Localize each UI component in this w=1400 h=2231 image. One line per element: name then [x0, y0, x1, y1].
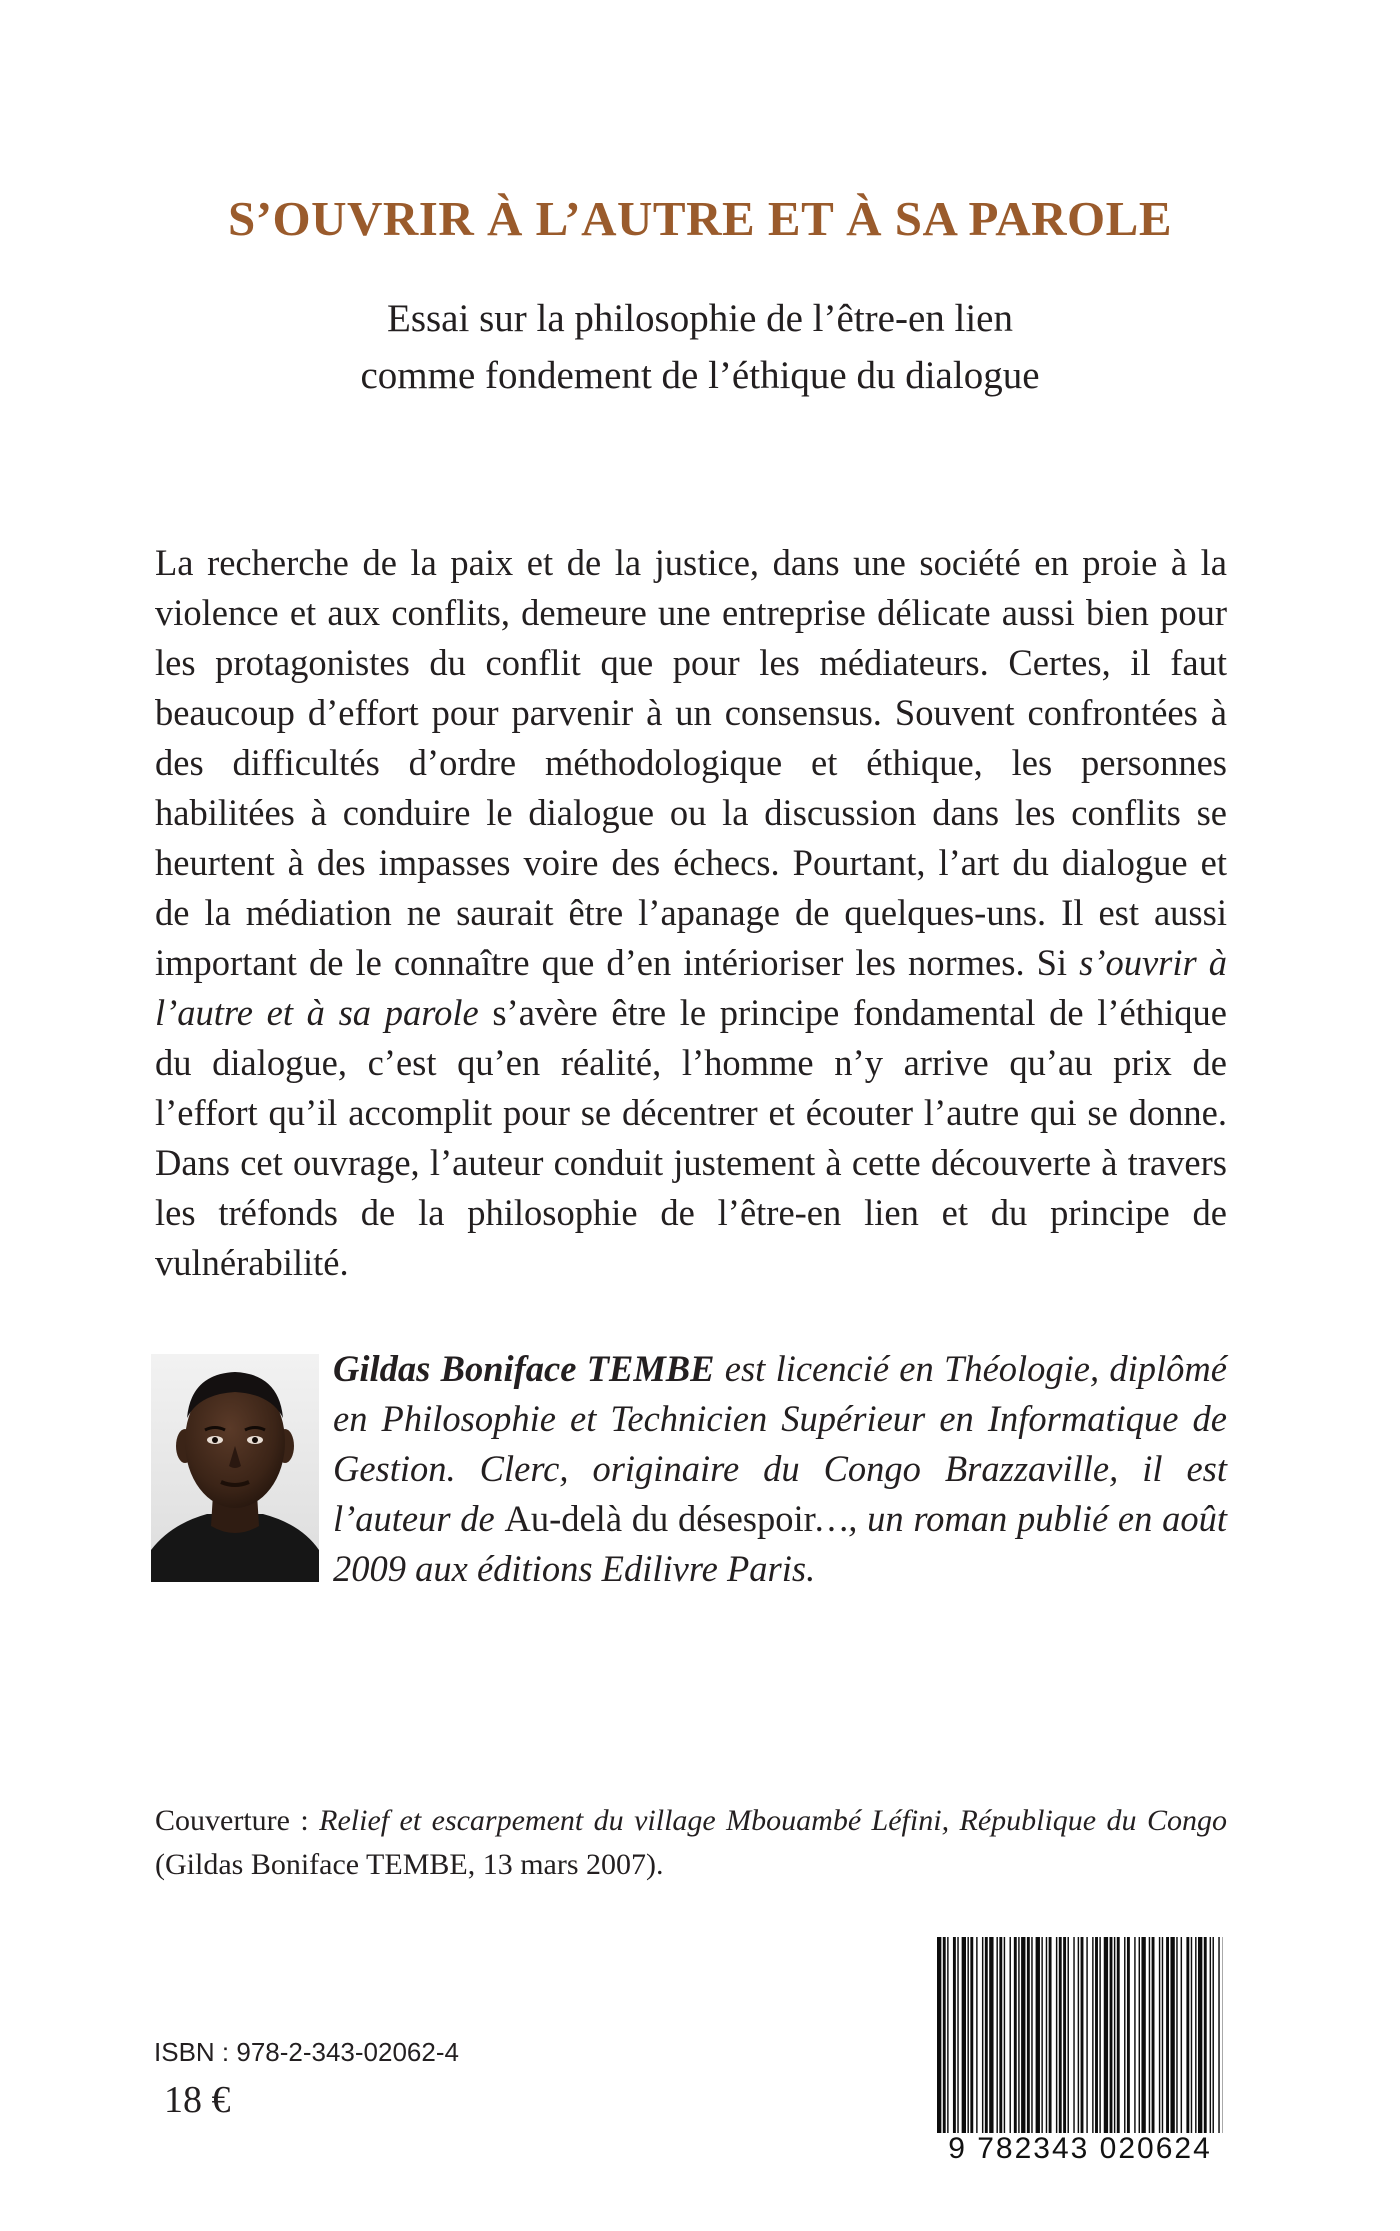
- back-cover-blurb: [155, 538, 1227, 1288]
- blurb-italic-title: s’ouvrir à l’autre et à sa parole: [155, 942, 1228, 1033]
- previous-book-title: Au-delà du désespoir: [504, 1498, 816, 1539]
- cover-credit-caption: Relief et escarpement du village Mbouambé Léfini, République du Congo: [319, 1804, 1227, 1837]
- subtitle-line-2: comme fondement de l’éthique du dialogue: [360, 354, 1040, 397]
- book-title: S’OUVRIR À L’AUTRE ET À SA PAROLE: [227, 191, 1173, 246]
- barcode-digits: 9 782343 020624: [948, 2132, 1212, 2165]
- author-bio-part-2: …, un roman publié en août 2009 aux éditions Edilivre Paris.: [333, 1498, 1227, 1589]
- isbn-number: ISBN : 978-2-343-02062-4: [154, 2037, 459, 2067]
- cover-credit-source: (Gildas Boniface TEMBE, 13 mars 2007).: [155, 1848, 664, 1881]
- cover-credit-label: Couverture :: [155, 1804, 320, 1837]
- author-bio: [333, 1344, 1227, 1594]
- cover-credit: [155, 1799, 1227, 1887]
- author-photo: [151, 1354, 319, 1582]
- price: 18 €: [164, 2079, 231, 2121]
- blurb-text-part-1: La recherche de la paix et de la justice, dans une société en proie à la violence et aux conflits, demeure une entreprise délicate aussi bien pour les protagonistes du conflit que pour les médiateurs. Certes, il faut beaucoup d’effort pour parvenir à un consensus. Souvent confrontées à des difficultés d’ordre méthodologique et éthique, les personnes habilitées à conduire le dialogue ou la discussion dans les conflits se heurtent à des impasses voire des échecs. Pourtant, l’art du dialogue et de la médiation ne saurait être l’apanage de quelques-uns. Il est aussi important de le connaître que d’en intérioriser les normes. Si: [155, 542, 1227, 983]
- author-name: Gildas Boniface TEMBE: [333, 1348, 715, 1389]
- author-bio-part-1: est licencié en Théologie, diplômé en Philosophie et Technicien Supérieur en Informatique de Gestion. Clerc, originaire du Congo Brazzaville, il est l’auteur de: [333, 1348, 1227, 1539]
- book-subtitle: [0, 290, 1400, 404]
- barcode-image: [931, 1933, 1229, 2148]
- blurb-text-part-2: s’avère être le principe fondamental de l’éthique du dialogue, c’est qu’en réalité, l’homme n’y arrive qu’au prix de l’effort qu’il accomplit pour se décentrer et écouter l’autre qui se donne. Dans cet ouvrage, l’auteur conduit justement à cette découverte à travers les tréfonds de la philosophie de l’être-en lien et du principe de vulnérabilité.: [155, 992, 1227, 1283]
- subtitle-line-1: Essai sur la philosophie de l’être-en lien: [387, 297, 1013, 340]
